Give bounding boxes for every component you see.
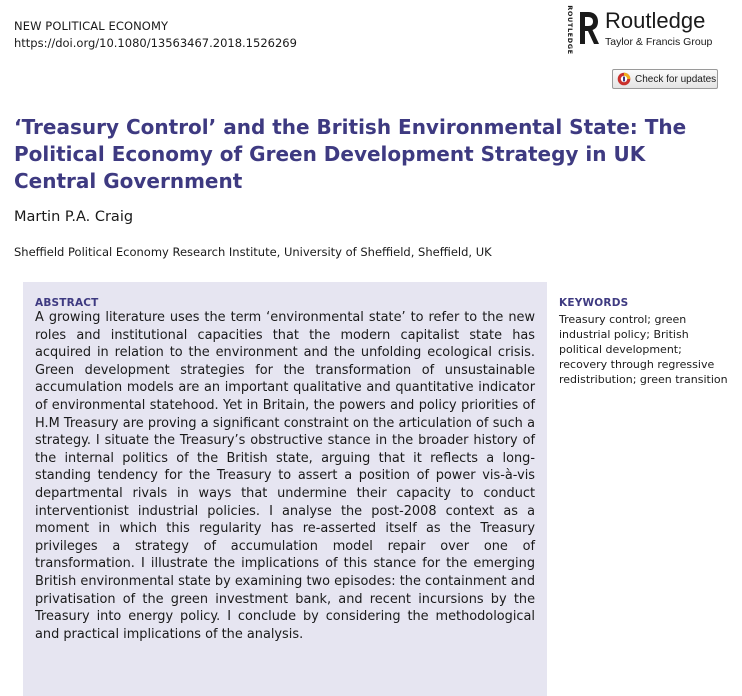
check-for-updates-button[interactable]: [612, 69, 718, 89]
article-title: ‘Treasury Control’ and the British Environmental State: The Political Economy of Green Development Strategy in UK Central Government: [14, 115, 687, 193]
journal-name: NEW POLITICAL ECONOMY: [14, 19, 169, 33]
routledge-logo-icon: [577, 10, 601, 46]
publisher-vertical-label: ROUTLEDGE: [566, 5, 574, 55]
keywords-section: [559, 297, 731, 387]
check-for-updates-label: Check for updates: [635, 73, 717, 85]
abstract-box: [23, 282, 547, 696]
article-author: Martin P.A. Craig: [14, 209, 134, 225]
publisher-brand: Routledge: [605, 8, 706, 33]
abstract-heading: ABSTRACT: [35, 297, 99, 309]
doi-link[interactable]: https://doi.org/10.1080/13563467.2018.1526269: [14, 36, 297, 50]
keywords-heading: KEYWORDS: [559, 297, 629, 309]
publisher-logo: [565, 5, 735, 55]
author-affiliation: Sheffield Political Economy Research Institute, University of Sheffield, Sheffield, UK: [14, 245, 492, 259]
journal-header: [14, 18, 297, 52]
abstract-text: A growing literature uses the term ‘environmental state’ to refer to the new roles and institutional capacities that the modern capitalist state has acquired in relation to the environment and the unfolding ecological crisis. Green development strategies for the transformation of unsustainable accumulation models are an important qualitative and quantitative indicator of environmental statehood. Yet in Britain, the powers and policy priorities of H.M Treasury are proving a significant constraint on the articulation of such a strategy. I situate the Treasury’s obstructive stance in the broader history of the internal politics of the British state, arguing that it reflects a long-standing tendency for the Treasury to assert a position of power vis-à-vis departmental rivals in ways that undermine their capacity to conduct interventionist industrial policies. I analyse the post-2008 context as a moment in which this regularity has re-asserted itself as the Treasury privileges a strategy of accumulation model repair over one of transformation. I illustrate the implications of this stance for the emerging British environmental state by examining two episodes: the containment and privatisation of the green investment bank, and recent incursions by the Treasury into energy policy. I conclude by considering the methodological and practical implications of the analysis.: [35, 310, 535, 642]
keywords-text: Treasury control; green industrial policy; British political development; recovery through regressive redistribution; green transition: [559, 313, 728, 386]
publisher-subtitle: Taylor & Francis Group: [605, 36, 713, 48]
crossmark-icon: [617, 72, 631, 86]
